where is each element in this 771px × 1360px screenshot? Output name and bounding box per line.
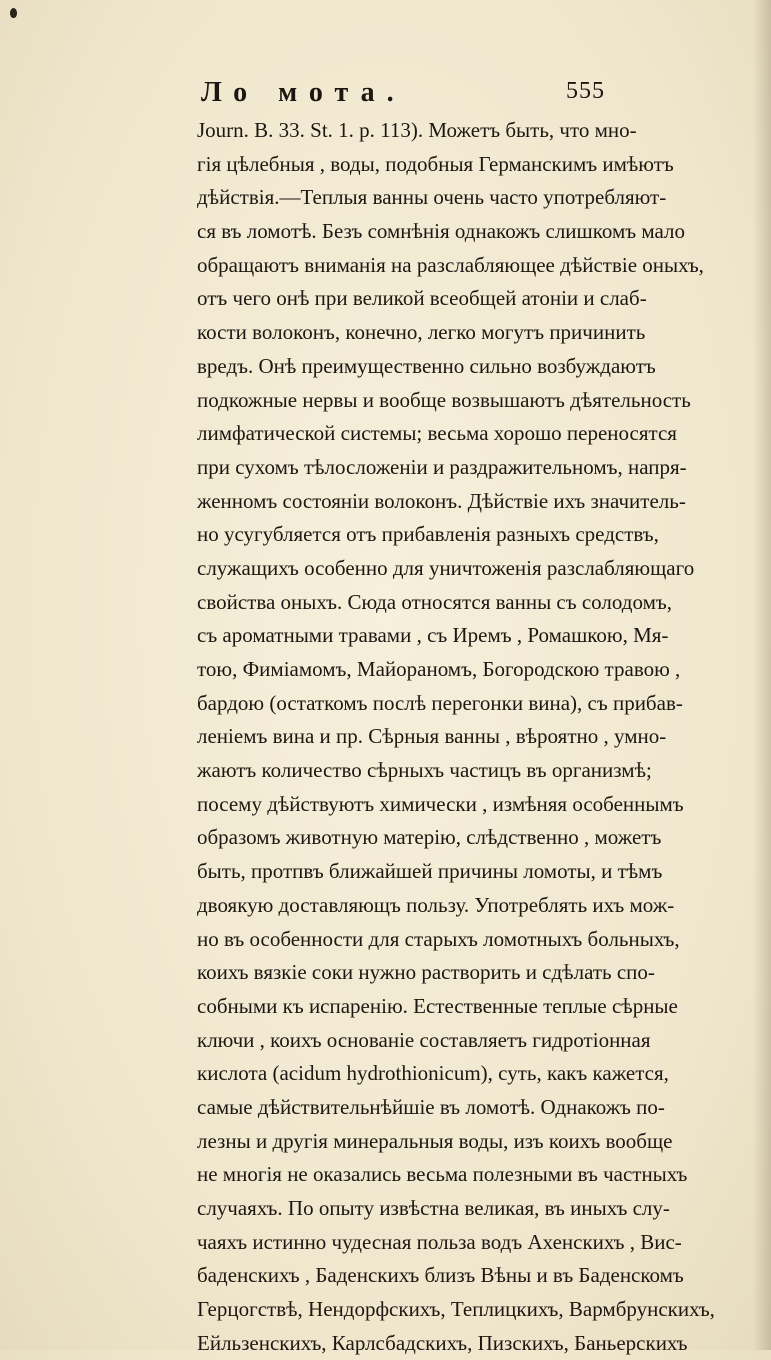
text-line: тою, Фиміамомъ, Майораномъ, Богородскою травою , <box>197 657 681 681</box>
text-line: собными къ испаренію. Естественные теплые сѣрные <box>197 993 678 1018</box>
text-line: Ейльзенскихъ, Карлсбадскихъ, Пизскихъ, Баньерскихъ <box>197 1330 688 1355</box>
text-line: случаяхъ. По опыту извѣстна великая, въ иныхъ слу- <box>197 1196 670 1220</box>
text-line: подкожные нервы и вообще возвышаютъ дѣятельность <box>197 387 691 412</box>
text-line: съ ароматными травами , съ Иремъ , Ромашкою, Мя- <box>197 623 669 648</box>
ink-spot <box>10 8 17 18</box>
text-line: лимфатической системы; весьма хорошо переносятся <box>197 421 677 446</box>
text-line: баденскихъ , Баденскихъ близъ Вѣны и въ Баденскомъ <box>197 1263 684 1288</box>
text-line: чаяхъ истинно чудесная польза водъ Ахенскихъ , Вис- <box>197 1229 682 1254</box>
body-text <box>197 114 715 1360</box>
text-line: ключи , коихъ основаніе составляетъ гидротіонная <box>197 1027 651 1052</box>
text-line: Герцогствѣ, Нендорфскихъ, Теплицкихъ, Вармбрунскихъ, <box>197 1297 715 1322</box>
text-line: кислота (acidum hydrothionicum), суть, какъ кажется, <box>197 1061 669 1086</box>
running-head: Ло мота. <box>201 77 406 108</box>
text-line: женномъ состояніи волоконъ. Дѣйствіе ихъ значитель- <box>197 488 686 513</box>
page-edge-shadow <box>753 0 771 1350</box>
text-line: кости волоконъ, конечно, легко могутъ причинить <box>197 320 646 345</box>
text-line: свойства оныхъ. Сюда относятся ванны съ солодомъ, <box>197 589 672 614</box>
text-line: посему дѣйствуютъ химически , измѣняя особеннымъ <box>197 791 684 816</box>
text-line: леніемъ вина и пр. Сѣрныя ванны , вѣроятно , умно- <box>197 724 667 749</box>
text-line: ся въ ломотѣ. Безъ сомнѣнія однакожъ слишкомъ мало <box>197 219 685 244</box>
text-line: но усугубляется отъ прибавленія разныхъ средствъ, <box>197 522 659 547</box>
text-line: образомъ животную матерію, слѣдственно , можетъ <box>197 825 662 850</box>
text-line: вредъ. Онѣ преимущественно сильно возбуждаютъ <box>197 353 656 378</box>
text-line: самые дѣйствительнѣйшіе въ ломотѣ. Однакожъ по- <box>197 1094 665 1119</box>
page-number: 555 <box>566 78 605 104</box>
text-line: двоякую доставляющъ пользу. Употреблять ихъ мож- <box>197 892 675 917</box>
text-line: коихъ вязкіе соки нужно растворить и сдѣлать спо- <box>197 960 655 985</box>
text-line: отъ чего онѣ при великой всеобщей атоніи и слаб- <box>197 286 647 311</box>
text-line: дѣйствія.—Теплыя ванны очень часто употребляют- <box>197 185 667 210</box>
text-line: гія цѣлебныя , воды, подобныя Германскимъ имѣютъ <box>197 151 674 176</box>
text-line: бардою (остаткомъ послѣ перегонки вина), съ прибав- <box>197 690 683 715</box>
text-line: быть, протпвъ ближайшей причины ломоты, и тѣмъ <box>197 859 663 884</box>
text-line: при сухомъ тѣлосложеніи и раздражительномъ, напря- <box>197 454 687 479</box>
text-line: жаютъ количество сѣрныхъ частицъ въ организмѣ; <box>197 758 652 783</box>
text-line: служащихъ особенно для уничтоженія разслабляющаго <box>197 555 695 580</box>
page-header <box>195 68 605 108</box>
text-line: Journ. B. 33. St. 1. p. 113). Можетъ быть, что мно- <box>197 118 637 142</box>
text-line: но въ особенности для старыхъ ломотныхъ больныхъ, <box>197 926 680 951</box>
text-line: лезны и другія минеральныя воды, изъ коихъ вообще <box>197 1128 673 1153</box>
text-line: обращаютъ вниманія на разслабляющее дѣйствіе оныхъ, <box>197 252 704 277</box>
text-line: не многія не оказались весьма полезными въ частныхъ <box>197 1162 688 1187</box>
